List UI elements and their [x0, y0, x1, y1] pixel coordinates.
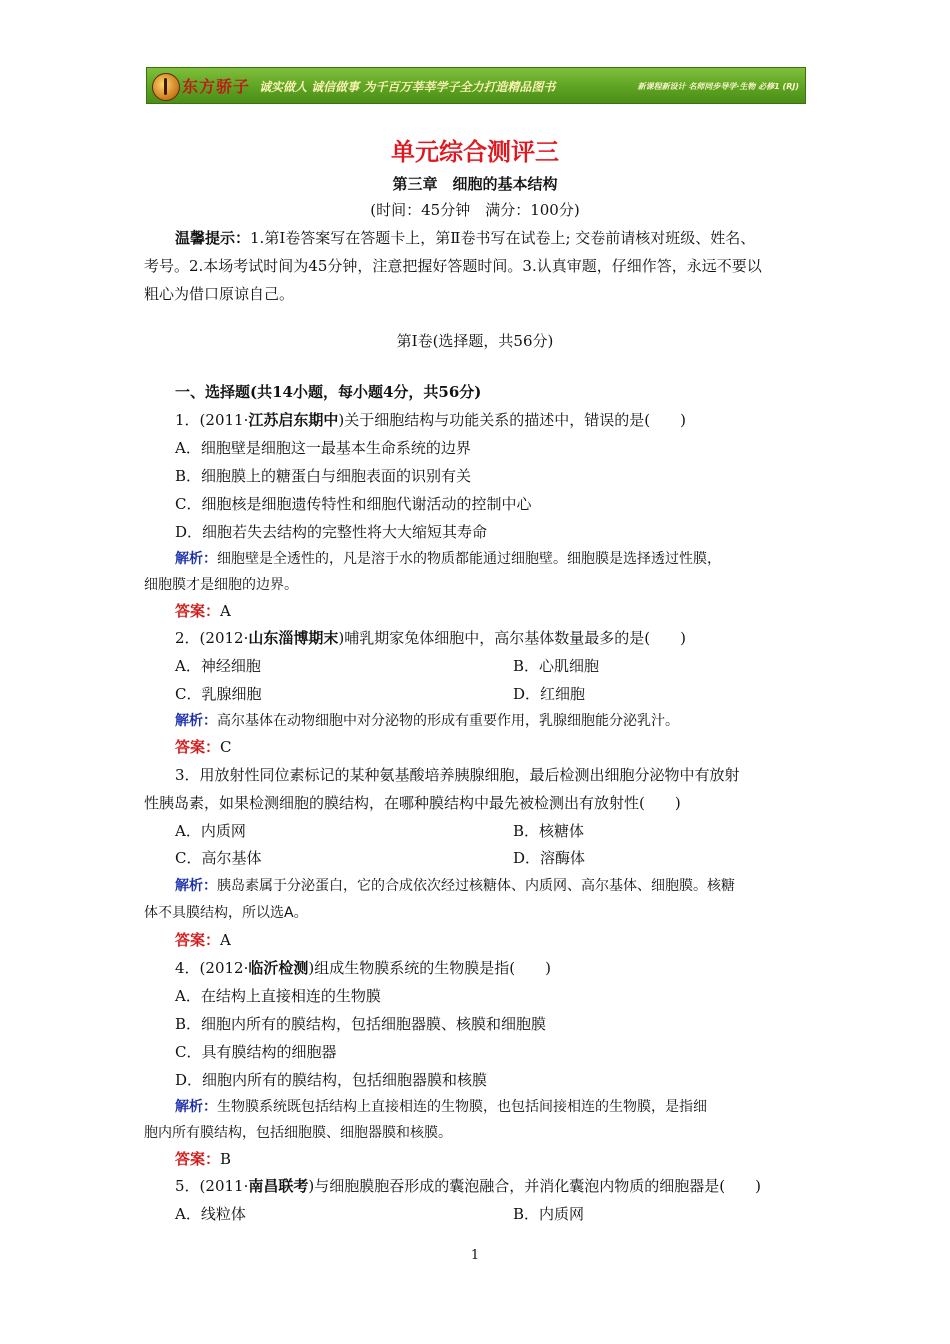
q3-option-a: A．内质网 [175, 822, 246, 840]
brand-logo-icon [152, 73, 180, 101]
q3-analysis-line-1 [175, 876, 735, 896]
q4-answer-label: 答案： [175, 1150, 221, 1168]
q2-answer [175, 737, 232, 757]
q2-option-a: A．神经细胞 [175, 657, 261, 675]
q1-text: )关于细胞结构与功能关系的描述中，错误的是( ) [338, 411, 686, 429]
q4-analysis-line-1 [175, 1097, 707, 1117]
q1-answer-value: A [220, 602, 231, 620]
q4-option-c: C．具有膜结构的细胞器 [175, 1043, 337, 1061]
part1-title: 第Ⅰ卷(选择题，共56分) [396, 332, 554, 350]
q5-prefix: 5．(2011· [175, 1177, 249, 1195]
q1-analysis-label: 解析： [175, 551, 217, 567]
q2-analysis-label: 解析： [175, 713, 217, 729]
q1-source: 江苏启东期中 [248, 411, 339, 429]
slogan: 诚实做人 诚信做事 为千百万莘莘学子全力打造精品图书 [259, 80, 556, 94]
q2-analysis-text-1: 高尔基体在动物细胞中对分泌物的形成有重要作用，乳腺细胞能分泌乳汁。 [217, 713, 679, 729]
q3-analysis-line-2: 体不具膜结构，所以选A。 [144, 905, 308, 921]
q3-analysis-text-1: 胰岛素属于分泌蛋白，它的合成依次经过核糖体、内质网、高尔基体、细胞膜。核糖 [217, 878, 735, 894]
q3-option-c: C．高尔基体 [175, 849, 262, 867]
q4-option-d: D．细胞内所有的膜结构，包括细胞器膜和核膜 [175, 1071, 488, 1089]
q4-text: )组成生物膜系统的生物膜是指( ) [308, 959, 551, 977]
brand-name: 东方骄子 [182, 77, 251, 96]
q1-answer-label: 答案： [175, 602, 221, 620]
q3-stem-line-2: 性胰岛素，如果检测细胞的膜结构，在哪种膜结构中最先被检测出有放射性( ) [144, 794, 681, 812]
q3-option-b: B．核糖体 [513, 822, 585, 840]
q4-stem [175, 958, 551, 978]
notice-text-1: 1.第Ⅰ卷答案写在答题卡上，第Ⅱ卷书写在试卷上; 交卷前请核对班级、姓名、 [250, 229, 756, 247]
q1-option-b: B．细胞膜上的糖蛋白与细胞表面的识别有关 [175, 467, 472, 485]
chapter-subtitle: 第三章 细胞的基本结构 [392, 175, 558, 193]
q1-analysis-line-1 [175, 549, 721, 569]
q1-option-a: A．细胞壁是细胞这一最基本生命系统的边界 [175, 439, 471, 457]
header-banner [146, 67, 806, 104]
section1-title: 一、选择题(共14小题，每小题4分，共56分) [175, 383, 482, 401]
series-info: 新课程新设计 名师同步导学·生物 必修1 (RJ) [637, 82, 799, 91]
q2-prefix: 2．(2012· [175, 629, 249, 647]
q2-stem [175, 628, 686, 648]
q4-answer-value: B [220, 1150, 232, 1168]
page-title: 单元综合测评三 [391, 138, 559, 166]
q5-stem [175, 1176, 761, 1196]
q2-option-b: B．心肌细胞 [513, 657, 600, 675]
q2-source: 山东淄博期末 [248, 629, 339, 647]
q1-option-c: C．细胞核是细胞遗传特性和细胞代谢活动的控制中心 [175, 495, 532, 513]
q3-answer [175, 930, 231, 950]
q3-stem-line-1: 3．用放射性同位素标记的某种氨基酸培养胰腺细胞，最后检测出细胞分泌物中有放射 [175, 766, 740, 784]
q4-answer [175, 1149, 231, 1169]
time-info: (时间：45分钟 满分：100分) [370, 201, 580, 219]
q2-option-d: D．红细胞 [513, 685, 586, 703]
q5-text: )与细胞膜胞吞形成的囊泡融合，并消化囊泡内物质的细胞器是( ) [308, 1177, 761, 1195]
q2-answer-value: C [220, 738, 232, 756]
q1-stem [175, 410, 686, 430]
q4-analysis-label: 解析： [175, 1099, 217, 1115]
q5-option-a: A．线粒体 [175, 1205, 246, 1223]
q4-source: 临沂检测 [248, 959, 309, 977]
q2-option-c: C．乳腺细胞 [175, 685, 262, 703]
q3-answer-value: A [220, 931, 231, 949]
q2-answer-label: 答案： [175, 738, 221, 756]
q2-analysis-line-1 [175, 711, 679, 731]
q1-prefix: 1．(2011· [175, 411, 249, 429]
q4-prefix: 4．(2012· [175, 959, 249, 977]
q3-answer-label: 答案： [175, 931, 221, 949]
notice-line-1 [175, 228, 755, 248]
notice-label: 温馨提示： [175, 229, 251, 247]
page-number: 1 [470, 1248, 480, 1263]
q5-source: 南昌联考 [248, 1177, 309, 1195]
q1-analysis-text-1: 细胞壁是全透性的，凡是溶于水的物质都能通过细胞壁。细胞膜是选择透过性膜， [217, 551, 721, 567]
notice-line-3: 粗心为借口原谅自己。 [144, 285, 295, 303]
q4-option-a: A．在结构上直接相连的生物膜 [175, 987, 381, 1005]
q3-option-d: D．溶酶体 [513, 849, 586, 867]
q4-option-b: B．细胞内所有的膜结构，包括细胞器膜、核膜和细胞膜 [175, 1015, 547, 1033]
q4-analysis-text-1: 生物膜系统既包括结构上直接相连的生物膜，也包括间接相连的生物膜，是指细 [217, 1099, 707, 1115]
q3-analysis-label: 解析： [175, 878, 217, 894]
q1-option-d: D．细胞若失去结构的完整性将大大缩短其寿命 [175, 523, 488, 541]
q1-analysis-line-2: 细胞膜才是细胞的边界。 [144, 577, 298, 593]
q5-option-b: B．内质网 [513, 1205, 585, 1223]
notice-line-2: 考号。2.本场考试时间为45分钟，注意把握好答题时间。3.认真审题，仔细作答，永远不要以 [144, 257, 762, 275]
q4-analysis-line-2: 胞内所有膜结构，包括细胞膜、细胞器膜和核膜。 [144, 1125, 452, 1141]
q1-answer [175, 601, 231, 621]
q2-text: )哺乳期家兔体细胞中，高尔基体数量最多的是( ) [338, 629, 686, 647]
